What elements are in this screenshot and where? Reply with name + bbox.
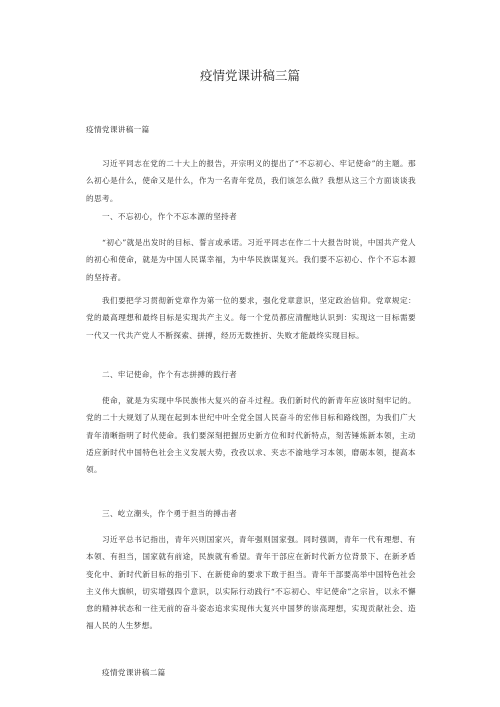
section-heading-2: 疫情党课讲稿二篇: [102, 668, 166, 677]
heading-two: 二、牢记使命，作个有志拼搏的践行者: [102, 370, 238, 379]
paragraph-mission: 使命，就是为实现中华民族伟大复兴的奋斗过程。我们新时代的新青年应该时刻牢记的。党的二十大规划了从现在起到本世纪中叶全党全国人民奋斗的宏伟目标和路线图，为我们广大青年清晰指明了时代使命。我们要深刻把握历史新方位和时代新特点，刻苦锤炼新本领，主动适应新时代中国特色社会主义发展大势，孜孜以求、夹志不渝地学习本领，磨砺本领，提高本领。: [86, 396, 416, 475]
intro-paragraph: 习近平同志在党的二十大上的报告，开宗明义的提出了“不忘初心、牢记使命”的主题。那么初心是什么，使命又是什么，作为一名青年党员，我们该怎么做？我想从这三个方面谈谈我的思考。: [86, 159, 416, 203]
paragraph-youth: 习近平总书记指出，青年兴则国家兴，青年强则国家强。同时强调，青年一代有理想、有本领、有担当，国家就有前途，民族就有希望。青年干部应在新时代新方位背景下、在新矛盾变化中、新时代新目标的指引下、在新使命的要求下敢于担当。青年干部要高举中国特色社会主义伟大旗帜，切实增强四个意识，以实际行动践行“不忘初心、牢记使命”之宗旨，以永不懈怠的精神状态和一往无前的奋斗姿态追求实现伟大复兴中国梦的崇高理想，实现贡献社会、造福人民的人生梦想。: [86, 535, 416, 631]
paragraph-party-charter: 我们要把学习贯彻新党章作为第一位的要求，强化党章意识，坚定政治信仰。党章规定：党的最高理想和最终目标是实现共产主义。每一个党员都应清醒地认识到：实现这一目标需要一代又一代共产党人不断探索、拼搏，经历无数挫折、失败才能最终实现目标。: [86, 296, 416, 340]
heading-three: 三、屹立潮头，作个勇于担当的搏击者: [102, 509, 238, 518]
document-title: 疫情党课讲稿三篇: [199, 68, 300, 83]
heading-one: 一、不忘初心，作个不忘本源的坚持者: [102, 212, 238, 221]
section-heading-1: 疫情党课讲稿一篇: [86, 125, 150, 134]
paragraph-initial-heart: “初心”就是出发时的目标、誓言或承诺。习近平同志在作二十大报告时说，中国共产党人的初心和使命，就是为中国人民谋幸福，为中华民族谋复兴。我们要不忘初心、作个不忘本源的坚持者。: [86, 238, 416, 282]
